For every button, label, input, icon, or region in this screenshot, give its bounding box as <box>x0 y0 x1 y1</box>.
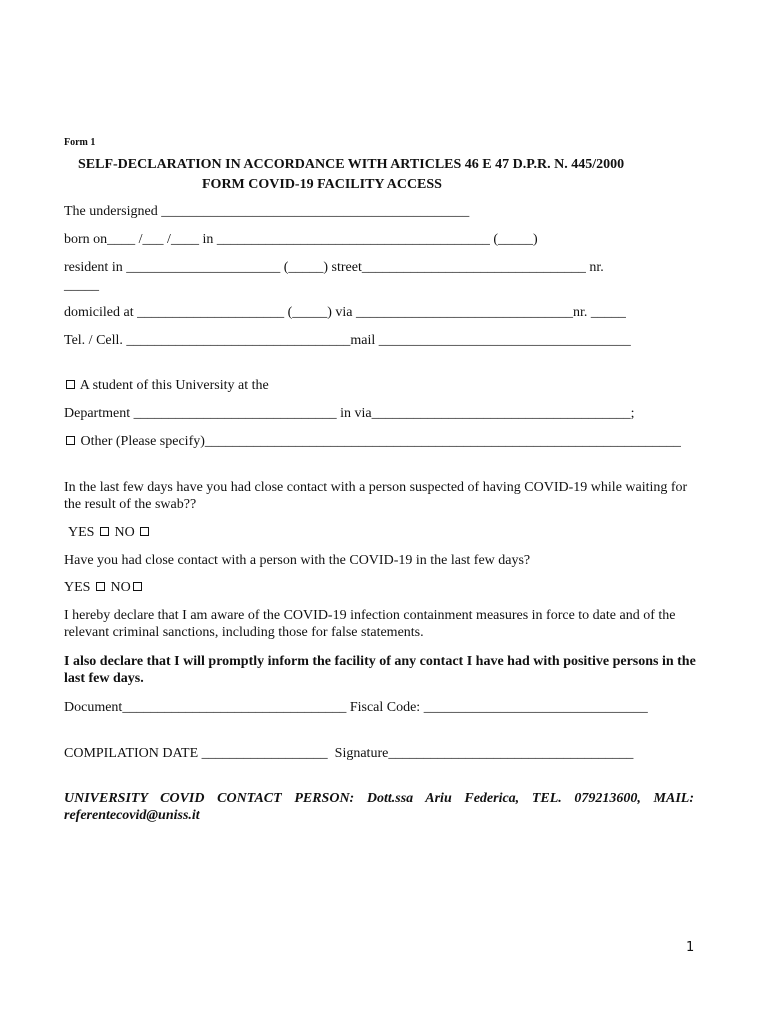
q1-no-label: NO <box>114 525 135 540</box>
question-2-answers <box>64 579 144 596</box>
q1-yes-label: YES <box>68 525 95 540</box>
student-option[interactable] <box>64 377 269 394</box>
student-checkbox[interactable] <box>66 380 75 389</box>
q2-no-label: NO <box>110 580 131 595</box>
page-number: 1 <box>686 940 695 955</box>
question-suspected-contact: In the last few days have you had close contact with a person suspected of having COVID-19 while waiting for the result of the swab?? <box>64 480 688 512</box>
department-field[interactable]: Department _____________________________ in via_____________________________________; <box>64 406 635 421</box>
q2-no-checkbox[interactable] <box>133 582 142 591</box>
contact-phone-mail-field[interactable]: Tel. / Cell. ________________________________mail ____________________________________ <box>64 333 631 348</box>
residence-field[interactable]: resident in ______________________ (_____) street________________________________ nr. <box>64 260 604 275</box>
domicile-field[interactable]: domiciled at _____________________ (_____) via _______________________________nr. _____ <box>64 305 626 320</box>
q1-yes-checkbox[interactable] <box>100 527 109 536</box>
declaration-inform: I also declare that I will promptly inform the facility of any contact I have had with positive persons in the last few days. <box>64 654 696 686</box>
document-title: SELF-DECLARATION IN ACCORDANCE WITH ARTICLES 46 E 47 D.P.R. N. 445/2000 <box>78 157 625 172</box>
other-option[interactable] <box>64 433 681 450</box>
covid-contact-person: UNIVERSITY COVID CONTACT PERSON: Dott.ssa Ariu Federica, TEL. 079213600, MAIL: referentecovid@uniss.it <box>64 791 694 823</box>
declaration-awareness: I hereby declare that I am aware of the COVID-19 infection containment measures in force to date and of the relevant criminal sanctions, including those for false statements. <box>64 608 676 640</box>
question-confirmed-contact: Have you had close contact with a person with the COVID-19 in the last few days? <box>64 553 531 568</box>
student-option-label: A student of this University at the <box>77 378 269 393</box>
q2-yes-label: YES <box>64 580 91 595</box>
q2-yes-checkbox[interactable] <box>96 582 105 591</box>
form-label: Form 1 <box>64 137 96 148</box>
undersigned-field[interactable]: The undersigned ____________________________________________ <box>64 204 470 219</box>
other-checkbox[interactable] <box>66 436 75 445</box>
q1-no-checkbox[interactable] <box>140 527 149 536</box>
document-fiscal-code-field[interactable]: Document________________________________ Fiscal Code: ________________________________ <box>64 700 648 715</box>
question-1-answers <box>68 524 151 541</box>
document-subtitle: FORM COVID-19 FACILITY ACCESS <box>202 177 442 192</box>
other-option-label: Other (Please specify)____________________________________________________________________ <box>77 434 681 449</box>
date-signature-field[interactable]: COMPILATION DATE __________________ Signature___________________________________ <box>64 746 634 761</box>
residence-field-continued[interactable]: _____ <box>64 278 99 293</box>
birth-field[interactable]: born on____ /___ /____ in _______________________________________ (_____) <box>64 232 538 247</box>
